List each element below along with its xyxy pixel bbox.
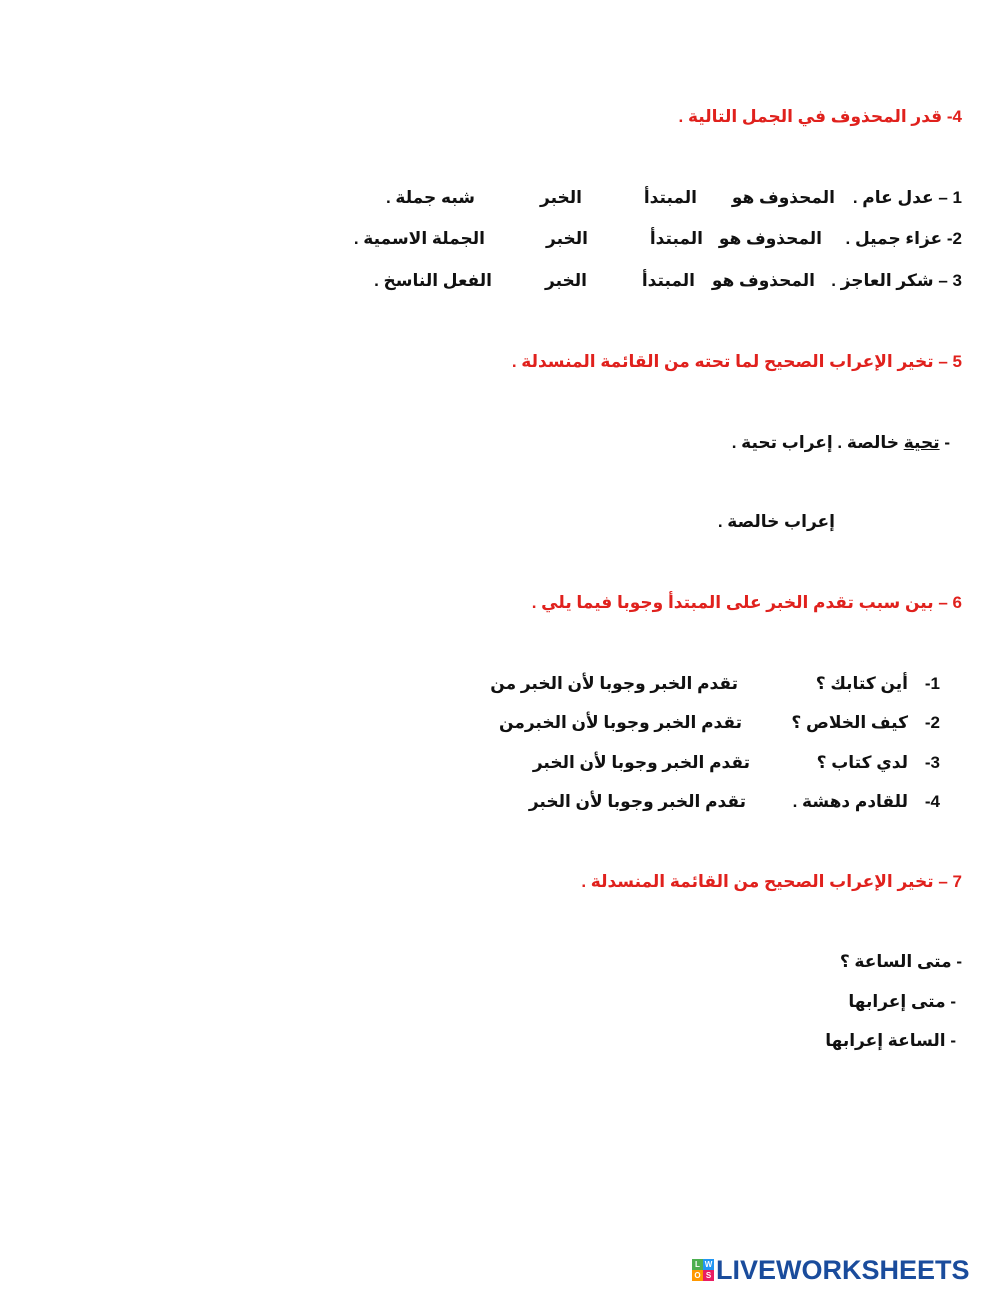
q6-item2-reason: تقدم الخبر وجوبا لأن الخبرمن xyxy=(499,713,742,732)
q4-row1-sentence: 1 – عدل عام . xyxy=(852,188,962,207)
q4-row2-label: المحذوف هو xyxy=(718,229,822,248)
q6-item4-num: 4- xyxy=(924,792,940,811)
q5-heading: 5 – تخير الإعراب الصحيح لما تحته من القائمة المنسدلة . xyxy=(511,352,962,371)
liveworksheets-logo xyxy=(692,1255,970,1285)
q5-line1-rest: خالصة . إعراب تحية . xyxy=(731,433,899,452)
liveworksheets-logo-text: LIVEWORKSHEETS xyxy=(716,1254,970,1285)
q4-row1-label: المحذوف هو xyxy=(731,188,835,207)
q6-item3-phrase: لدي كتاب ؟ xyxy=(816,753,908,772)
q6-item1-num: 1- xyxy=(924,674,940,693)
logo-tile-3: O xyxy=(692,1270,703,1281)
q4-row2-sentence: 2- عزاء جميل . xyxy=(845,229,962,248)
logo-tile-2: W xyxy=(704,1260,713,1269)
q6-item3-reason: تقدم الخبر وجوبا لأن الخبر xyxy=(532,753,750,772)
q5-line1 xyxy=(732,432,950,454)
logo-tile-4: S xyxy=(703,1270,714,1281)
q5-line2: إعراب خالصة . xyxy=(717,512,835,531)
q4-row1-option-mubtada[interactable]: المبتدأ xyxy=(643,188,697,207)
q6-item1-reason: تقدم الخبر وجوبا لأن الخبر من xyxy=(490,674,738,693)
q6-item2-phrase: كيف الخلاص ؟ xyxy=(791,713,908,732)
liveworksheets-logo-icon xyxy=(692,1259,714,1281)
q4-row2-option-khabar[interactable]: الخبر xyxy=(546,229,588,248)
q7-heading: 7 – تخير الإعراب الصحيح من القائمة المنسدلة . xyxy=(581,872,962,891)
q4-row3-label: المحذوف هو xyxy=(711,271,815,290)
q6-heading: 6 – بين سبب تقدم الخبر على المبتدأ وجوبا فيما يلي . xyxy=(531,593,962,612)
q7-question: - متى الساعة ؟ xyxy=(839,952,962,971)
q4-row1-option-3[interactable]: شبه جملة . xyxy=(385,188,475,207)
q6-item3-num: 3- xyxy=(924,753,940,772)
q4-row3-option-mubtada[interactable]: المبتدأ xyxy=(641,271,695,290)
logo-tile-1: L xyxy=(692,1259,703,1270)
q4-row2-option-3[interactable]: الجملة الاسمية . xyxy=(353,229,485,248)
q4-row3-option-3[interactable]: الفعل الناسخ . xyxy=(374,271,492,290)
q4-row3-option-khabar[interactable]: الخبر xyxy=(545,271,587,290)
q6-item4-phrase: للقادم دهشة . xyxy=(792,792,908,811)
q7-line2: - الساعة إعرابها xyxy=(825,1031,956,1050)
q6-item4-reason: تقدم الخبر وجوبا لأن الخبر xyxy=(528,792,746,811)
q5-line1-dash: - xyxy=(944,433,950,452)
q4-row3-sentence: 3 – شكر العاجز . xyxy=(831,271,962,290)
q6-item2-num: 2- xyxy=(924,713,940,732)
q7-line1: - متى إعرابها xyxy=(848,992,956,1011)
q5-underlined-word: تحية xyxy=(903,433,940,452)
q4-row1-option-khabar[interactable]: الخبر xyxy=(540,188,582,207)
q6-item1-phrase: أين كتابك ؟ xyxy=(815,674,908,693)
q4-heading: 4- قدر المحذوف في الجمل التالية . xyxy=(678,107,962,126)
q4-row2-option-mubtada[interactable]: المبتدأ xyxy=(649,229,703,248)
